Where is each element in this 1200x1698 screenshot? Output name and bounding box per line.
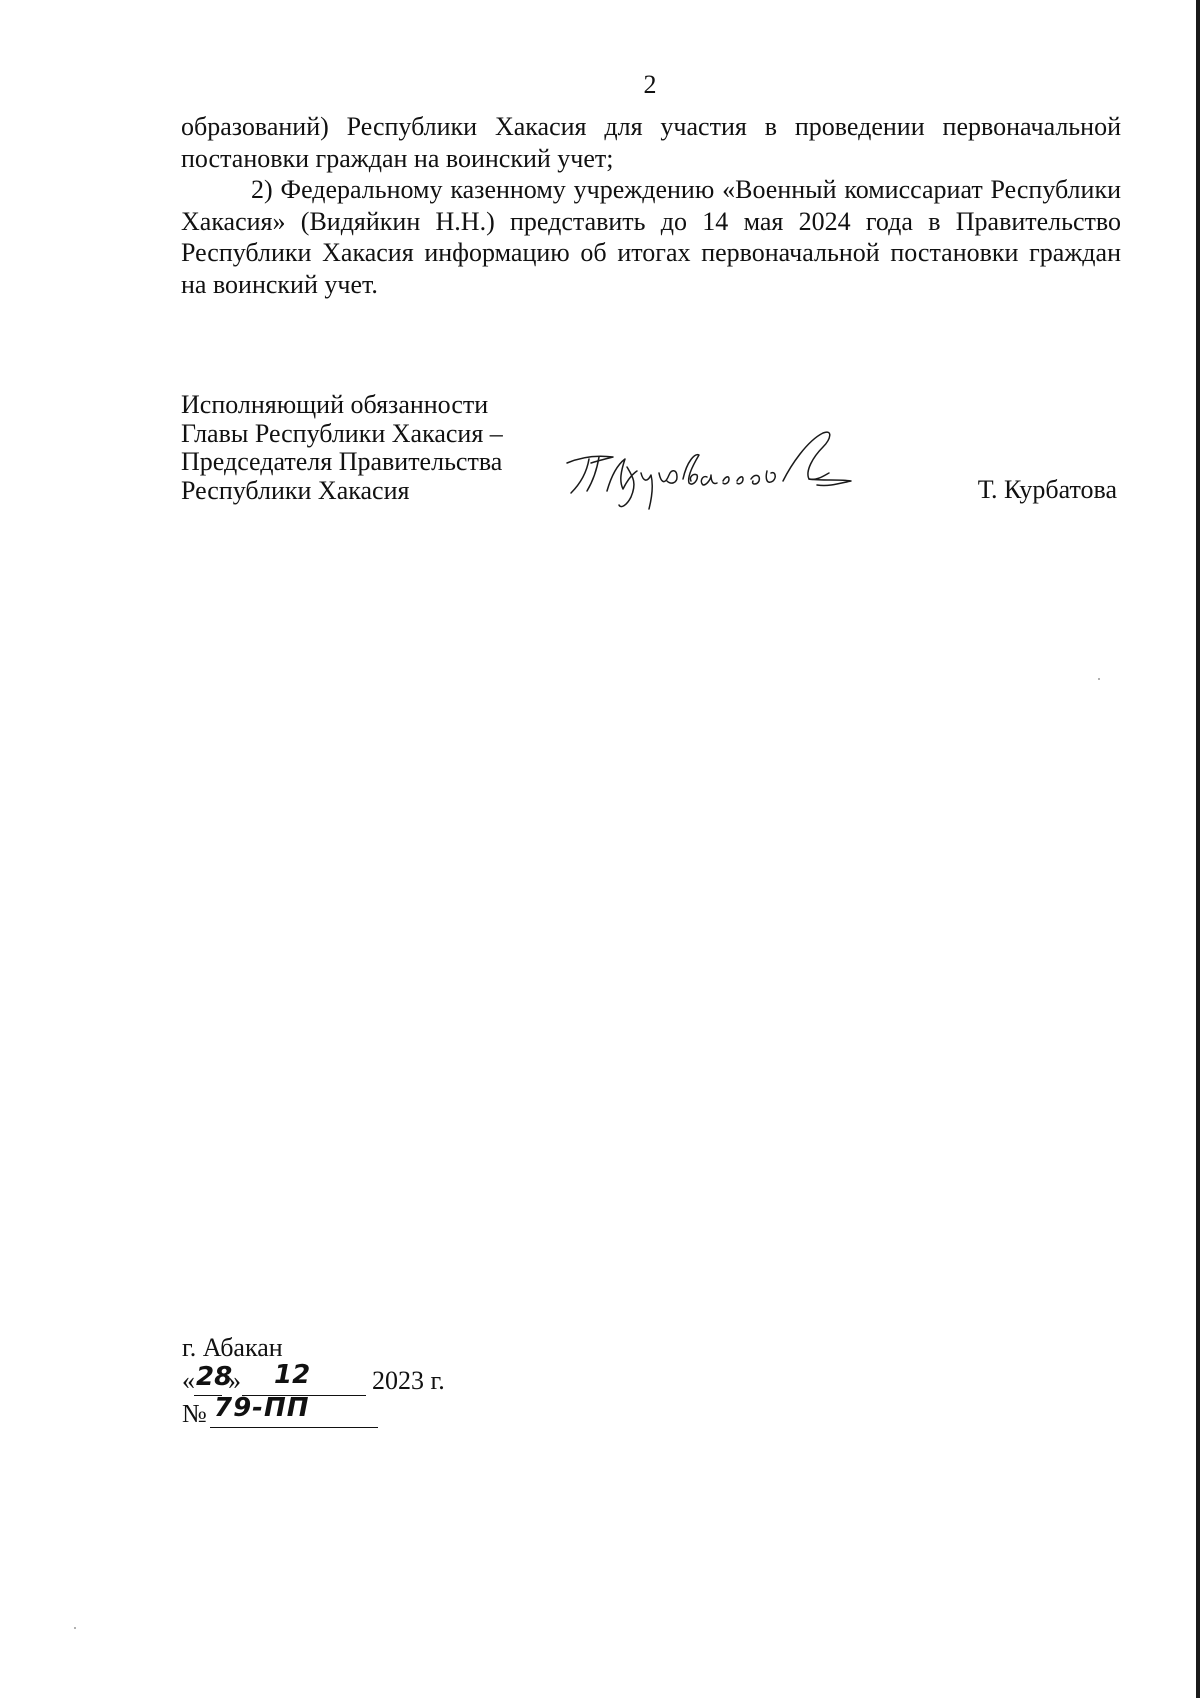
position-line: Республики Хакасия <box>181 475 410 505</box>
handwritten-signature <box>561 421 861 521</box>
signer-name: Т. Курбатова <box>977 475 1117 504</box>
position-line: Главы Республики Хакасия – <box>181 418 503 448</box>
date-month: 12 <box>274 1360 311 1390</box>
paragraph-item-2: 2) Федеральному казенному учреждению «Военный комиссариат Республики Хакасия» (Видяйкин Н.Н.) представить до 14 мая 2024 года в Правительство Республики Хакасия информацию об итогах первоначальной постановки граждан на воинский учет. <box>181 175 1121 299</box>
date-open-quote: « <box>182 1366 195 1395</box>
position-line: Председателя Правительства <box>181 447 503 476</box>
body-text <box>181 111 1121 300</box>
signature-block <box>181 391 1121 521</box>
date-day: 28 <box>196 1362 233 1392</box>
signatory-position <box>181 391 503 505</box>
page-number: 2 <box>643 70 657 99</box>
document-number: 79-ПП <box>214 1393 310 1423</box>
scan-edge <box>1196 0 1200 1698</box>
scan-speck <box>74 1627 76 1629</box>
scan-speck <box>1098 678 1100 680</box>
document-footer <box>182 1333 445 1432</box>
number-line <box>182 1393 310 1432</box>
position-line: Исполняющий обязанности <box>181 390 489 419</box>
city: г. Абакан <box>182 1333 283 1362</box>
number-prefix: № <box>182 1399 207 1428</box>
date-year: 2023 г. <box>372 1366 445 1395</box>
date-close-quote: » <box>228 1366 241 1395</box>
number-underline <box>210 1427 378 1428</box>
paragraph-continuation: образований) Республики Хакасия для участия в проведении первоначальной постановки граждан на воинский учет; <box>181 112 1121 173</box>
